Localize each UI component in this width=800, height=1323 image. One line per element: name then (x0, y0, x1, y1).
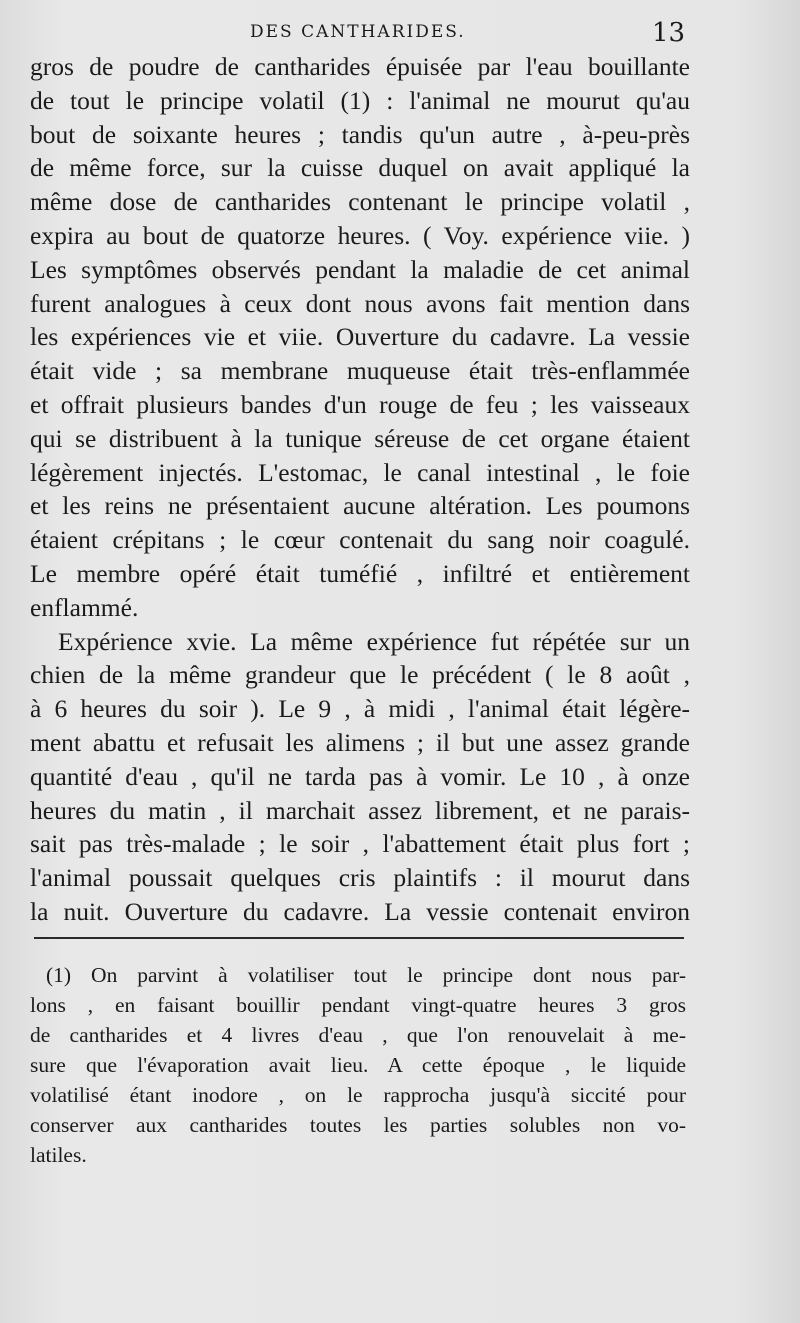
footnote-line: volatilisé étant inodore , on le rapprocha jusqu'à siccité pour (30, 1083, 686, 1107)
body-line: la nuit. Ouverture du cadavre. La vessie contenait environ (30, 896, 690, 926)
body-line: était vide ; sa membrane muqueuse était très-enflammée (30, 356, 690, 386)
body-line: quantité d'eau , qu'il ne tarda pas à vomir. Le 10 , à onze (30, 761, 690, 791)
footnote-line: lons , en faisant bouillir pendant vingt-quatre heures 3 gros (30, 993, 686, 1017)
body-line: gros de poudre de cantharides épuisée par l'eau bouillante (30, 52, 690, 81)
body-line: étaient crépitans ; le cœur contenait du sang noir coagulé. (30, 525, 690, 555)
body-line: Les symptômes observés pendant la maladie de cet animal (30, 254, 690, 284)
footnote-line: latiles. (30, 1143, 87, 1167)
body-line: heures du matin , il marchait assez librement, et ne parais- (30, 795, 690, 825)
body-line: et offrait plusieurs bandes d'un rouge de feu ; les vaisseaux (30, 389, 690, 419)
running-title: DES CANTHARIDES. (250, 22, 466, 42)
body-line: enflammé. (30, 592, 139, 622)
footnote-divider (34, 937, 684, 939)
body-line: légèrement injectés. L'estomac, le canal intestinal , le foie (30, 457, 690, 487)
body-line: et les reins ne présentaient aucune altération. Les poumons (30, 491, 690, 521)
footnote-line: sure que l'évaporation avait lieu. A cette époque , le liquide (30, 1053, 686, 1077)
footnote (30, 960, 686, 1170)
body-line: Le membre opéré était tuméfié , infiltré et entièrement (30, 558, 690, 588)
page-number: 13 (652, 18, 686, 48)
body-line: qui se distribuent à la tunique séreuse de cet organe étaient (30, 423, 690, 453)
running-head (0, 18, 800, 48)
body-text (30, 50, 690, 929)
body-line: de même force, sur la cuisse duquel on avait appliqué la (30, 153, 690, 183)
body-line: même dose de cantharides contenant le principe volatil , (30, 187, 690, 217)
body-line: bout de soixante heures ; tandis qu'un autre , à-peu-près (30, 119, 690, 149)
body-line: chien de la même grandeur que le précédent ( le 8 août , (30, 660, 690, 690)
body-line: sait pas très-malade ; le soir , l'abattement était plus fort ; (30, 829, 690, 859)
body-line: expira au bout de quatorze heures. ( Voy. expérience viie. ) (30, 220, 690, 250)
body-line: furent analogues à ceux dont nous avons fait mention dans (30, 288, 690, 318)
body-line: de tout le principe volatil (1) : l'animal ne mourut qu'au (30, 85, 690, 115)
footnote-line: de cantharides et 4 livres d'eau , que l'on renouvelait à me- (30, 1023, 686, 1047)
body-line: Expérience xvie. La même expérience fut répétée sur un (58, 626, 690, 656)
body-line: à 6 heures du soir ). Le 9 , à midi , l'animal était légère- (30, 694, 690, 724)
footnote-line: (1) On parvint à volatiliser tout le principe dont nous par- (46, 963, 686, 987)
body-line: ment abattu et refusait les alimens ; il but une assez grande (30, 727, 690, 757)
body-line: l'animal poussait quelques cris plaintifs : il mourut dans (30, 863, 690, 893)
body-line: les expériences vie et viie. Ouverture du cadavre. La vessie (30, 322, 690, 352)
footnote-line: conserver aux cantharides toutes les parties solubles non vo- (30, 1113, 686, 1137)
